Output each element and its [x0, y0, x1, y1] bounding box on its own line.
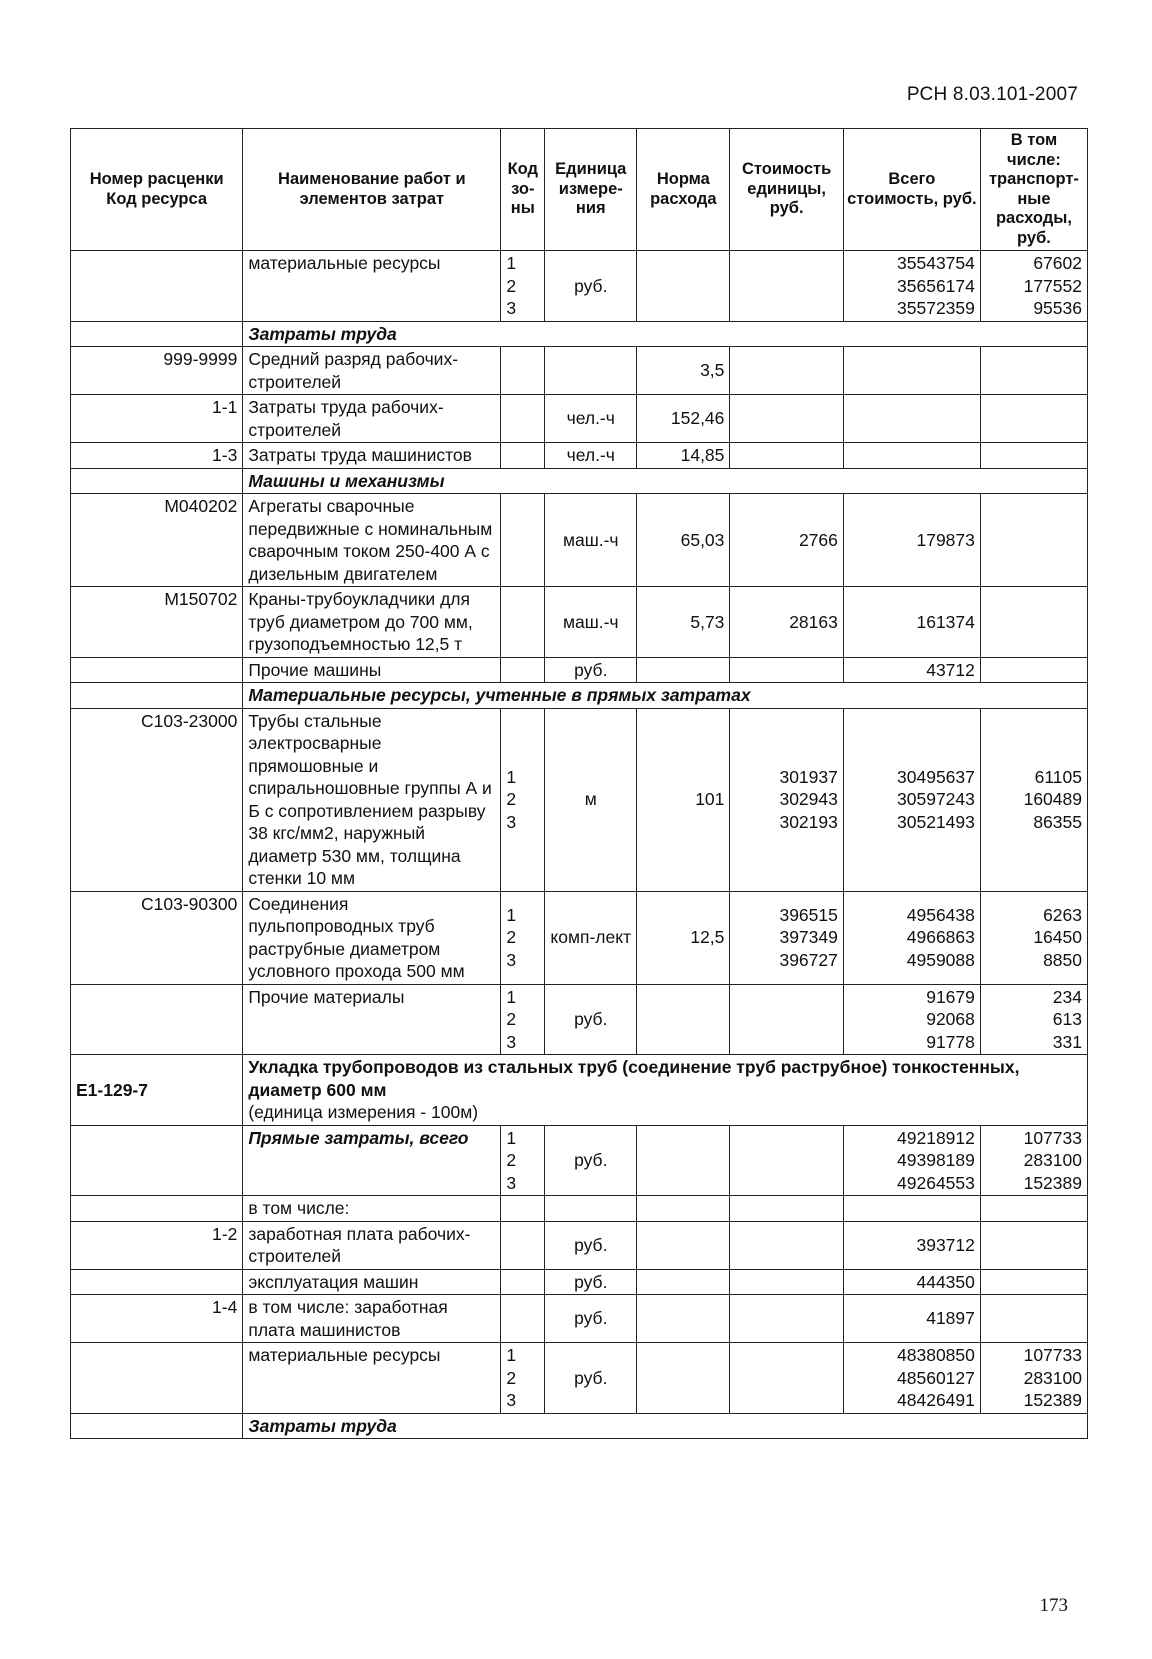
row-name: в том числе:: [243, 1196, 501, 1222]
row-name: Трубы стальные электросварные прямошовные и спиральношовные группы А и Б с сопротивлением разрыву 38 кгс/мм2, наружный диаметр 530 мм, толщина стенки 10 мм: [243, 708, 501, 891]
rate-unit-note: (единица измерения - 100м): [248, 1102, 479, 1122]
page-number: 173: [1039, 1595, 1068, 1616]
row-name: заработная плата рабочих-строителей: [243, 1221, 501, 1269]
row-total: 161374: [843, 587, 980, 658]
row-zones: 1 2 3: [501, 708, 545, 891]
section-row: [71, 1413, 1088, 1439]
table-row: [71, 1295, 1088, 1343]
row-name: Краны-трубоукладчики для труб диаметром до 700 мм, грузоподъемностью 12,5 т: [243, 587, 501, 658]
table-row: [71, 708, 1088, 891]
rate-code: Е1-129-7: [71, 1055, 243, 1126]
row-code: 1-3: [71, 443, 243, 469]
rate-header-row: [71, 1055, 1088, 1126]
row-total: 179873: [843, 494, 980, 587]
table-row: [71, 443, 1088, 469]
row-name: Средний разряд рабочих-строителей: [243, 347, 501, 395]
row-name: Агрегаты сварочные передвижные с номинальным сварочным током 250-400 А с дизельным двигателем: [243, 494, 501, 587]
table-header-row: [71, 129, 1088, 251]
table-row: [71, 587, 1088, 658]
rates-table: [70, 128, 1088, 1439]
row-transport: 67602 177552 95536: [980, 251, 1087, 322]
row-unit: чел.-ч: [545, 443, 637, 469]
row-unit: м: [545, 708, 637, 891]
section-title: Материальные ресурсы, учтенные в прямых затратах: [243, 683, 1088, 709]
row-total: 91679 92068 91778: [843, 984, 980, 1055]
column-header-name: Наименование работ и элементов затрат: [243, 129, 501, 251]
row-code: 1-1: [71, 395, 243, 443]
row-name: Прочие материалы: [243, 984, 501, 1055]
row-code: М040202: [71, 494, 243, 587]
row-unit: руб.: [545, 657, 637, 683]
row-code: 999-9999: [71, 347, 243, 395]
row-unit: руб.: [545, 1221, 637, 1269]
row-unit: руб.: [545, 1269, 637, 1295]
row-zones: 1 2 3: [501, 891, 545, 984]
row-total: 4956438 4966863 4959088: [843, 891, 980, 984]
row-unit: маш.-ч: [545, 587, 637, 658]
row-norm: 14,85: [637, 443, 730, 469]
row-name: материальные ресурсы: [243, 1343, 501, 1414]
row-norm: 101: [637, 708, 730, 891]
row-unit: руб.: [545, 1295, 637, 1343]
column-header-total: Всего стоимость, руб.: [843, 129, 980, 251]
row-code: 1-4: [71, 1295, 243, 1343]
row-total: 49218912 49398189 49264553: [843, 1125, 980, 1196]
row-name: Затраты труда машинистов: [243, 443, 501, 469]
table-row: [71, 1221, 1088, 1269]
rate-title: Укладка трубопроводов из стальных труб (соединение труб раструбное) тонкостенных, диаметр 600 мм: [248, 1057, 1020, 1100]
row-name: эксплуатация машин: [243, 1269, 501, 1295]
column-header-zone: Код зо-ны: [501, 129, 545, 251]
row-transport: 234 613 331: [980, 984, 1087, 1055]
row-name: материальные ресурсы: [243, 251, 501, 322]
section-title: Машины и механизмы: [243, 468, 1088, 494]
row-name: Затраты труда рабочих-строителей: [243, 395, 501, 443]
row-code: С103-90300: [71, 891, 243, 984]
row-zones: 1 2 3: [501, 984, 545, 1055]
row-total: 393712: [843, 1221, 980, 1269]
table-row: [71, 891, 1088, 984]
row-zones: 1 2 3: [501, 1343, 545, 1414]
table-row: [71, 1343, 1088, 1414]
row-total: 35543754 35656174 35572359: [843, 251, 980, 322]
row-code: М150702: [71, 587, 243, 658]
row-code: С103-23000: [71, 708, 243, 891]
row-norm: 12,5: [637, 891, 730, 984]
row-unit-cost: 396515 397349 396727: [730, 891, 843, 984]
row-norm: 65,03: [637, 494, 730, 587]
row-total: 30495637 30597243 30521493: [843, 708, 980, 891]
column-header-unit-cost: Стоимость единицы, руб.: [730, 129, 843, 251]
row-name: в том числе: заработная плата машинистов: [243, 1295, 501, 1343]
row-unit-cost: 301937 302943 302193: [730, 708, 843, 891]
row-norm: 5,73: [637, 587, 730, 658]
table-row: [71, 395, 1088, 443]
row-unit: руб.: [545, 1343, 637, 1414]
column-header-norm: Норма расхода: [637, 129, 730, 251]
row-unit: руб.: [545, 1125, 637, 1196]
row-unit: комп-лект: [545, 891, 637, 984]
row-unit-cost: 28163: [730, 587, 843, 658]
column-header-unit: Единица измере-ния: [545, 129, 637, 251]
row-total: 43712: [843, 657, 980, 683]
row-unit: руб.: [545, 984, 637, 1055]
row-unit-cost: 2766: [730, 494, 843, 587]
row-transport: 61105 160489 86355: [980, 708, 1087, 891]
column-header-code: Номер расценки Код ресурса: [71, 129, 243, 251]
table-row: [71, 1269, 1088, 1295]
section-title: Затраты труда: [243, 1413, 1088, 1439]
table-row: [71, 251, 1088, 322]
table-row: [71, 1196, 1088, 1222]
row-name: Прочие машины: [243, 657, 501, 683]
section-row: [71, 468, 1088, 494]
rate-description: [243, 1055, 1088, 1126]
column-header-transport: В том числе: транспорт-ные расходы, руб.: [980, 129, 1087, 251]
row-unit: чел.-ч: [545, 395, 637, 443]
table-row: [71, 984, 1088, 1055]
section-row: [71, 683, 1088, 709]
section-row: [71, 321, 1088, 347]
table-row: [71, 1125, 1088, 1196]
row-unit: руб.: [545, 251, 637, 322]
row-transport: 107733 283100 152389: [980, 1343, 1087, 1414]
row-norm: 152,46: [637, 395, 730, 443]
section-title: Затраты труда: [243, 321, 1088, 347]
row-zones: 1 2 3: [501, 1125, 545, 1196]
row-zones: 1 2 3: [501, 251, 545, 322]
table-row: [71, 657, 1088, 683]
row-total: 444350: [843, 1269, 980, 1295]
row-code: 1-2: [71, 1221, 243, 1269]
row-transport: 107733 283100 152389: [980, 1125, 1087, 1196]
table-row: [71, 494, 1088, 587]
row-transport: 6263 16450 8850: [980, 891, 1087, 984]
row-total: 41897: [843, 1295, 980, 1343]
table-row: [71, 347, 1088, 395]
row-norm: 3,5: [637, 347, 730, 395]
row-unit: маш.-ч: [545, 494, 637, 587]
document-code: РСН 8.03.101-2007: [906, 84, 1078, 105]
row-total: 48380850 48560127 48426491: [843, 1343, 980, 1414]
row-name: Прямые затраты, всего: [243, 1125, 501, 1196]
row-name: Соединения пульпопроводных труб раструбные диаметром условного прохода 500 мм: [243, 891, 501, 984]
